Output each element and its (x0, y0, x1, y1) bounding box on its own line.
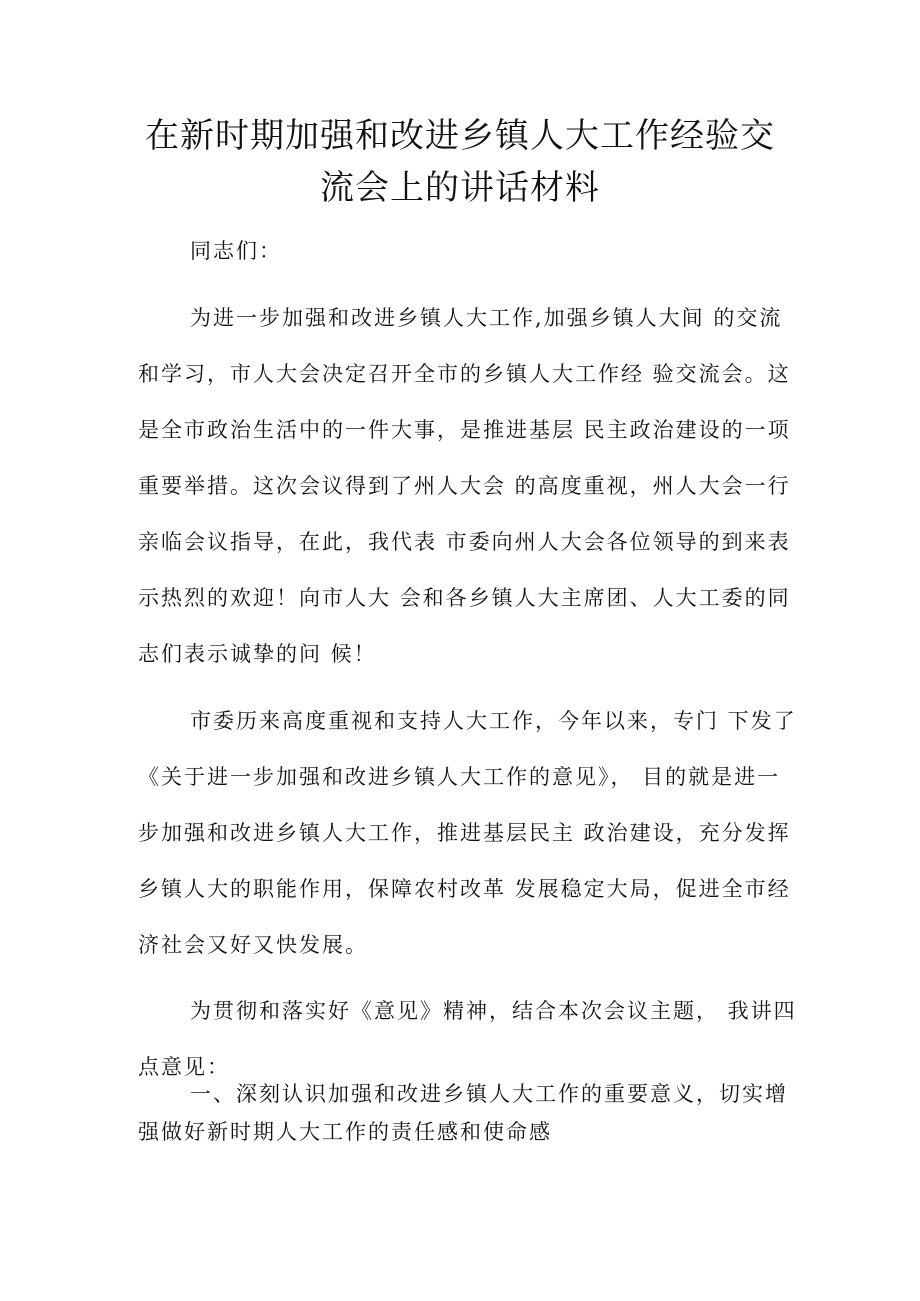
section-heading-1 (138, 1075, 794, 1151)
paragraph-line: 乡镇人大的职能作用，保障农村改革 发展稳定大局，促进全市经 (138, 877, 791, 901)
paragraph-line: 和学习，市人大会决定召开全市的乡镇人大工作经 验交流会。这 (138, 362, 791, 386)
paragraph-line: 《关于进一步加强和改进乡镇人大工作的意见》， 目的就是进一 (138, 765, 781, 789)
paragraph-line: 亲临会议指导，在此，我代表 市委向州人大会各位领导的到来表 (138, 530, 791, 554)
paragraph-line: 志们表示诚挚的问 候！ (138, 642, 377, 666)
document-title (120, 110, 800, 162)
salutation (138, 223, 794, 279)
document-title-continued (120, 162, 800, 214)
paragraph-line: 市委历来高度重视和支持人大工作，今年以来，专门 下发了 (190, 709, 797, 733)
paragraph-line: 重要举措。这次会议得到了州人大会 的高度重视，州人大会一行 (138, 474, 791, 498)
heading-line: 强做好新时期人大工作的责任感和使命感 (138, 1120, 552, 1144)
title-line-1: 在新时期加强和改进乡镇人大工作经验交 (145, 116, 775, 156)
salutation-text: 同志们： (190, 239, 282, 263)
paragraph-1 (138, 290, 794, 682)
heading-line: 一、深刻认识加强和改进乡镇人大工作的重要意义，切实增 (190, 1082, 788, 1106)
paragraph-line: 为贯彻和落实好《意见》精神，结合本次会议主题， 我讲四 (190, 999, 797, 1023)
paragraph-line: 步加强和改进乡镇人大工作，推进基层民主 政治建设，充分发挥 (138, 821, 791, 845)
paragraph-2 (138, 693, 797, 973)
paragraph-line: 示热烈的欢迎！向市人大 会和各乡镇人大主席团、人大工委的同 (138, 586, 791, 610)
paragraph-line: 济社会又好又快发展。 (138, 933, 368, 957)
paragraph-line: 为进一步加强和改进乡镇人大工作,加强乡镇人大间 的交流 (190, 306, 783, 330)
paragraph-line: 是全市政治生活中的一件大事，是推进基层 民主政治建设的一项 (138, 418, 791, 442)
paragraph-line: 点意见： (138, 1055, 230, 1079)
title-line-2: 流会上的讲话材料 (320, 168, 600, 208)
